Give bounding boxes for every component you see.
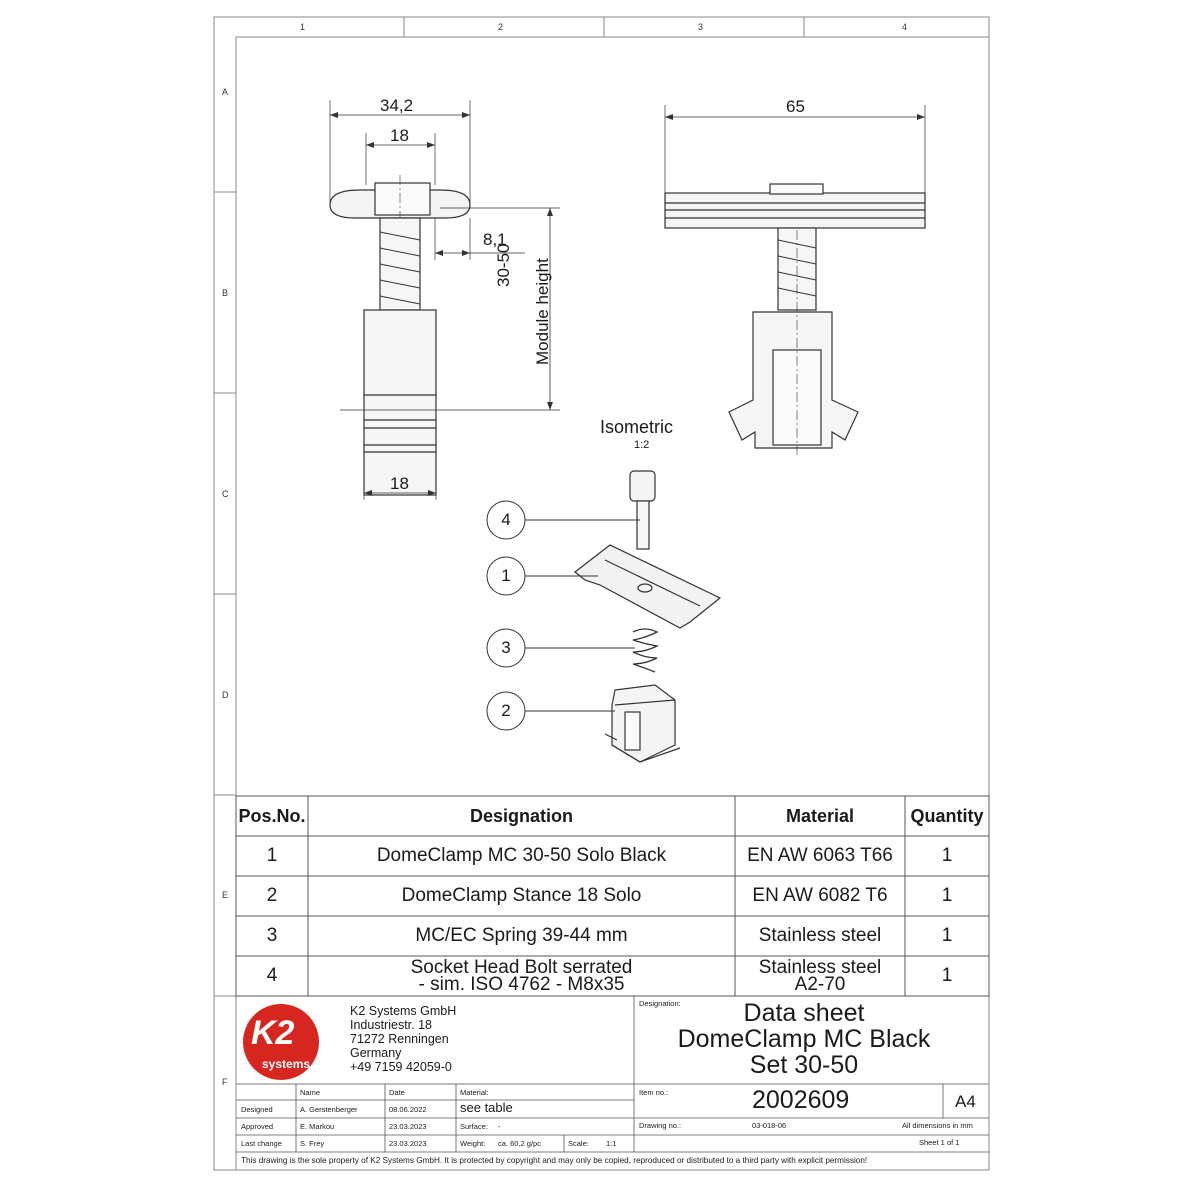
weight-label: Weight: bbox=[460, 1139, 486, 1148]
item-no: 2002609 bbox=[752, 1086, 850, 1114]
copyright-footer: This drawing is the sole property of K2 Systems GmbH. It is protected by copyright and may only be copied, reproduced or distributed to a third party with explicit permission! bbox=[241, 1156, 868, 1165]
table-row-3-pos: 3 bbox=[266, 925, 278, 946]
col-date-header: Date bbox=[389, 1088, 405, 1097]
material-label: Material: bbox=[460, 1088, 489, 1097]
balloon-3: 3 bbox=[501, 638, 511, 657]
table-row-4-material-line2: A2-70 bbox=[794, 974, 846, 995]
table-row-4-pos: 4 bbox=[266, 965, 278, 986]
zone-row-d: D bbox=[222, 690, 229, 700]
logo-subtext: systems bbox=[262, 1057, 311, 1071]
approval-role-1: Designed bbox=[241, 1105, 273, 1114]
company-country: Germany bbox=[350, 1046, 402, 1060]
dim-height: 30-50 bbox=[494, 243, 513, 287]
table-row-1-material: EN AW 6063 T66 bbox=[747, 845, 893, 866]
company-street: Industriestr. 18 bbox=[350, 1018, 432, 1032]
company-city: 71272 Renningen bbox=[350, 1032, 449, 1046]
zone-row-e: E bbox=[222, 890, 229, 900]
approval-role-2: Approved bbox=[241, 1122, 274, 1131]
approval-name-3: S. Frey bbox=[300, 1139, 325, 1148]
zone-col-1: 1 bbox=[300, 22, 306, 32]
approval-name-1: A. Gerstenberger bbox=[300, 1105, 358, 1114]
approval-name-2: E. Markou bbox=[300, 1122, 335, 1131]
table-row-4-designation-line1: Socket Head Bolt serrated bbox=[410, 957, 633, 978]
table-row-1-qty: 1 bbox=[941, 845, 953, 866]
table-row-4-designation-line2: - sim. ISO 4762 - M8x35 bbox=[418, 974, 625, 995]
zone-row-c: C bbox=[222, 489, 229, 499]
zone-row-a: A bbox=[222, 87, 229, 97]
logo-text: K2 bbox=[251, 1014, 295, 1052]
material-value: see table bbox=[460, 1100, 513, 1115]
table-row-2-qty: 1 bbox=[941, 885, 953, 906]
dim-offset: 8,1 bbox=[483, 230, 507, 249]
isometric-scale: 1:2 bbox=[634, 439, 650, 451]
approval-date-3: 23.03.2023 bbox=[389, 1139, 427, 1148]
table-row-2-designation: DomeClamp Stance 18 Solo bbox=[401, 885, 642, 906]
approval-role-3: Last change bbox=[241, 1139, 282, 1148]
dim-width-head: 18 bbox=[390, 126, 409, 145]
surface-value: - bbox=[498, 1122, 501, 1131]
table-row-4-qty: 1 bbox=[941, 965, 953, 986]
zone-col-3: 3 bbox=[698, 22, 704, 32]
dim-length: 65 bbox=[786, 97, 805, 116]
table-row-2-pos: 2 bbox=[266, 885, 278, 906]
sheet-title-line1: Data sheet bbox=[743, 999, 865, 1027]
table-row-3-designation: MC/EC Spring 39-44 mm bbox=[415, 925, 628, 946]
weight-value: ca. 60,2 g/pc bbox=[498, 1139, 541, 1148]
item-no-label: Item no.: bbox=[639, 1088, 669, 1097]
sheet-title-line3: Set 30-50 bbox=[749, 1051, 859, 1079]
col-name-header: Name bbox=[300, 1088, 321, 1097]
scale-label: Scale: bbox=[568, 1139, 589, 1148]
table-header-quantity: Quantity bbox=[910, 805, 984, 826]
paper-size: A4 bbox=[955, 1092, 976, 1111]
table-row-2-material: EN AW 6082 T6 bbox=[752, 885, 888, 906]
zone-col-4: 4 bbox=[902, 22, 908, 32]
approval-date-2: 23.03.2023 bbox=[389, 1122, 427, 1131]
dim-width-total: 34,2 bbox=[380, 96, 414, 115]
designation-label: Designation: bbox=[639, 999, 681, 1008]
table-row-3-qty: 1 bbox=[941, 925, 953, 946]
table-header-material: Material bbox=[785, 805, 855, 826]
table-row-1-designation: DomeClamp MC 30-50 Solo Black bbox=[376, 845, 667, 866]
scale-value: 1:1 bbox=[606, 1139, 617, 1148]
dim-height-label: Module height bbox=[533, 258, 552, 365]
approval-date-1: 08.06.2022 bbox=[389, 1105, 427, 1114]
sheet-title-line2: DomeClamp MC Black bbox=[677, 1025, 931, 1053]
company-name: K2 Systems GmbH bbox=[350, 1004, 457, 1018]
company-phone: +49 7159 42059-0 bbox=[350, 1060, 452, 1074]
zone-row-f: F bbox=[222, 1077, 228, 1087]
table-row-1-pos: 1 bbox=[266, 845, 278, 866]
table-row-4-material-line1: Stainless steel bbox=[758, 957, 882, 978]
sheet-title bbox=[634, 1000, 974, 1078]
drawing-no-label: Drawing no.: bbox=[639, 1121, 682, 1130]
zone-col-2: 2 bbox=[498, 22, 504, 32]
balloon-2: 2 bbox=[501, 701, 511, 720]
table-header-designation: Designation bbox=[469, 805, 573, 826]
dim-base: 18 bbox=[390, 474, 409, 493]
surface-label: Surface: bbox=[460, 1122, 488, 1131]
table-header-pos: Pos.No. bbox=[238, 805, 306, 826]
company-address bbox=[350, 1004, 456, 1074]
dims-note: All dimensions in mm bbox=[902, 1121, 973, 1130]
isometric-title: Isometric bbox=[600, 417, 674, 437]
balloon-1: 1 bbox=[501, 566, 511, 585]
sheet-count: Sheet 1 of 1 bbox=[919, 1138, 960, 1147]
zone-row-b: B bbox=[222, 288, 229, 298]
drawing-no: 03-018-06 bbox=[752, 1121, 787, 1130]
table-row-3-material: Stainless steel bbox=[758, 925, 882, 946]
balloon-4: 4 bbox=[501, 510, 511, 529]
